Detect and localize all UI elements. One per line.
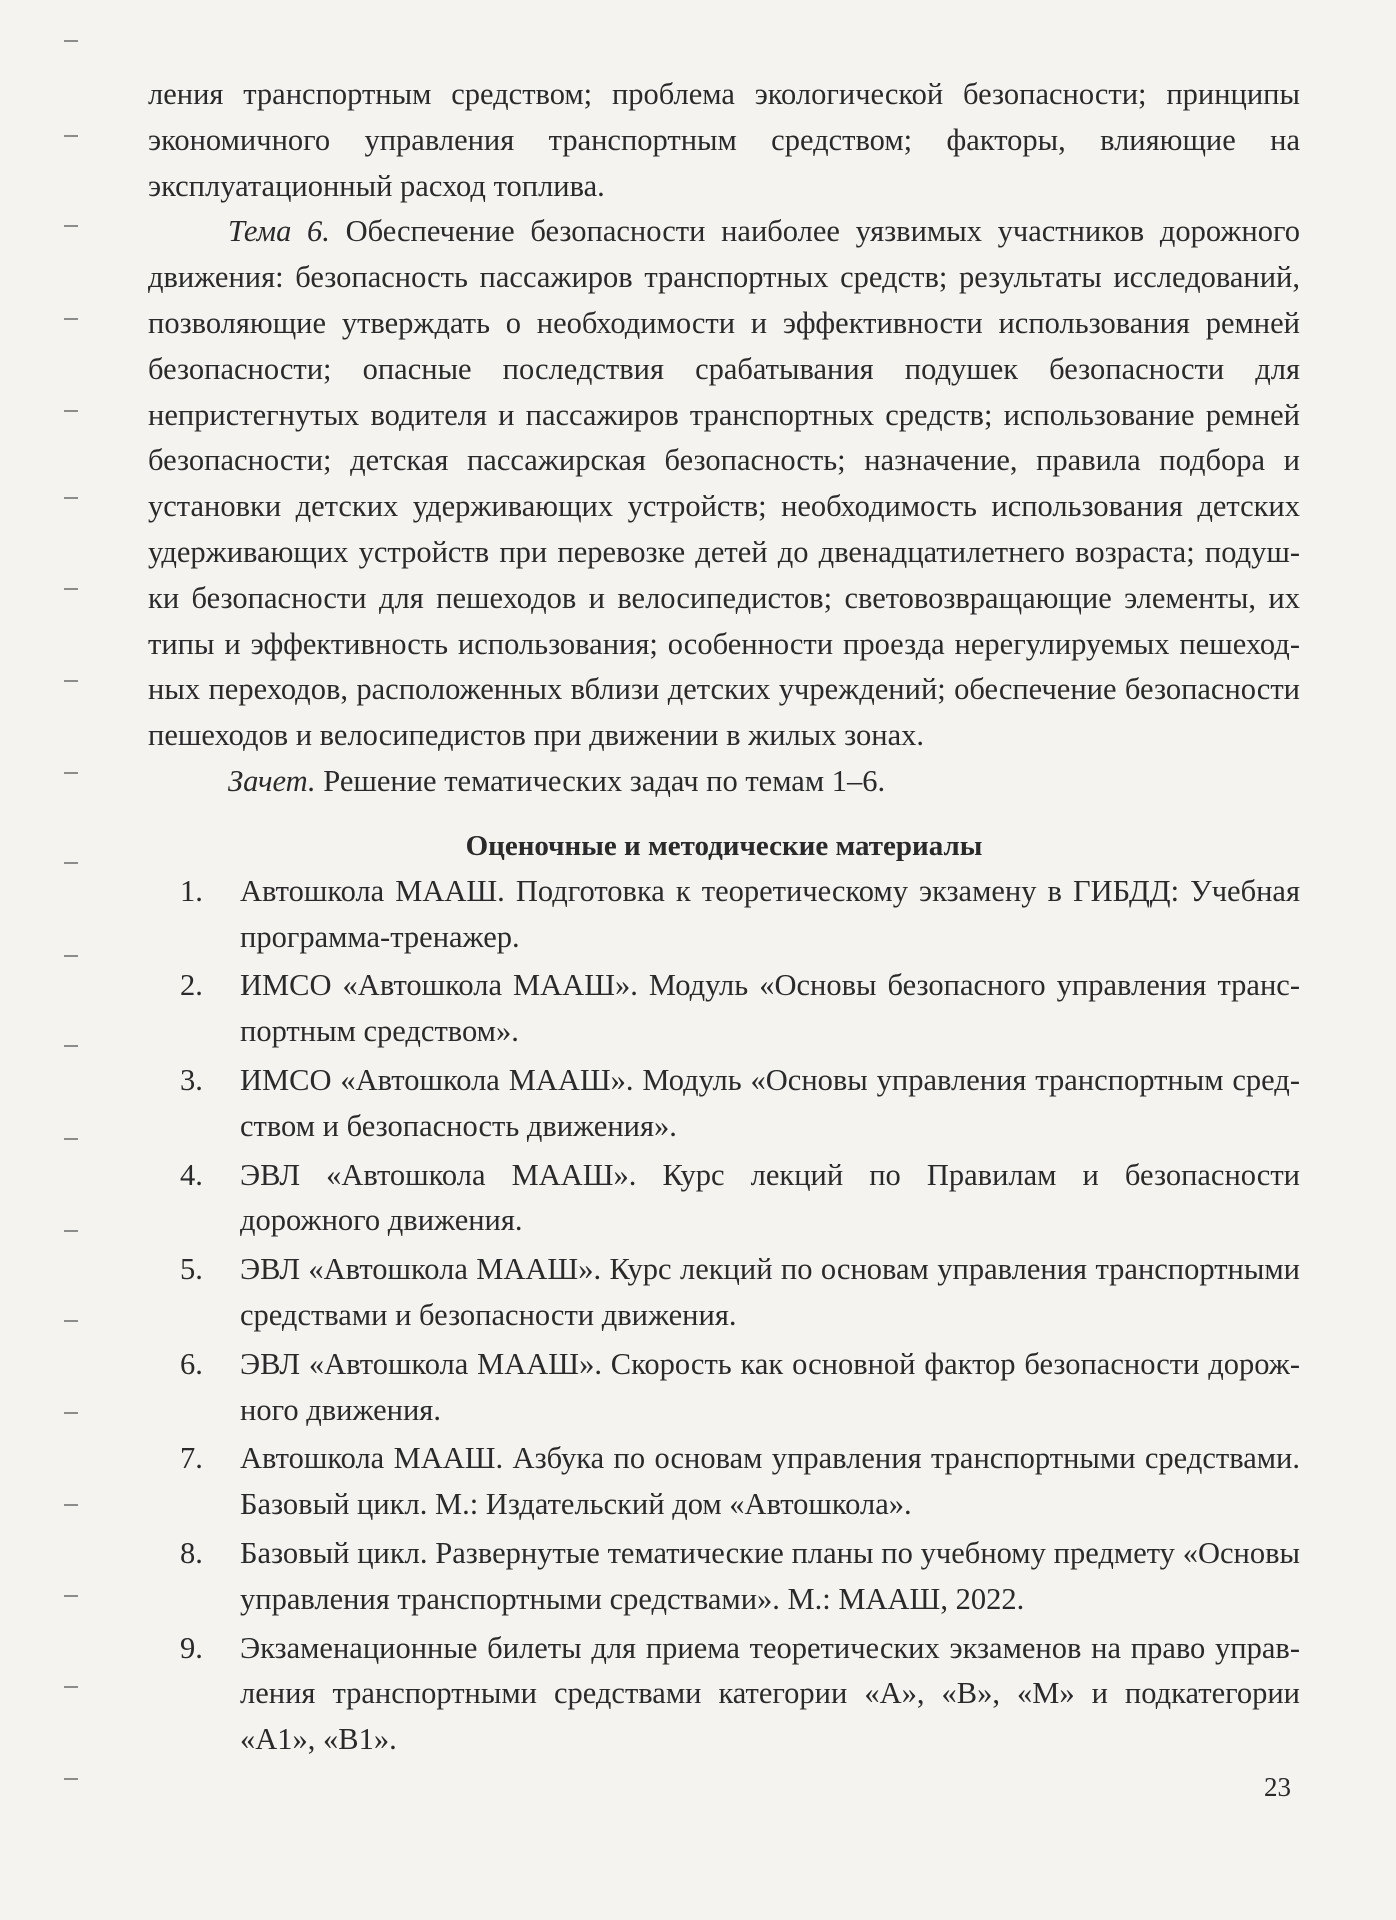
item-number: 1. (180, 873, 203, 908)
page-body (148, 72, 1300, 1766)
binding-margin-marks (64, 0, 84, 1920)
topic-6-label: Тема 6. (228, 214, 330, 249)
margin-mark (64, 772, 78, 774)
margin-mark (64, 680, 78, 682)
credit-text: Решение тематических задач по темам 1–6. (315, 763, 886, 798)
list-item (148, 963, 1300, 1055)
list-item (148, 1247, 1300, 1339)
item-text: Автошкола МААШ. Подготовка к теоретическому экзамену в ГИБДД: Учебная программа-тренажер. (240, 873, 1300, 954)
reference-list (148, 869, 1300, 1763)
margin-mark (64, 1045, 78, 1047)
margin-mark (64, 955, 78, 957)
margin-mark (64, 862, 78, 864)
list-item (148, 1531, 1300, 1623)
paragraph-credit (148, 759, 1300, 805)
credit-label: Зачет. (228, 763, 316, 798)
item-number: 7. (180, 1441, 203, 1476)
item-text: ЭВЛ «Автошкола МААШ». Скорость как основной фактор безопасности дорожного движения. (240, 1346, 1300, 1427)
margin-mark (64, 40, 78, 42)
margin-mark (64, 318, 78, 320)
item-text: Экзаменационные билеты для приема теоретических экзаменов на право управления транспортными средствами категории «А», «В», «М» и подкатегории «А1», «В1». (240, 1630, 1300, 1757)
margin-mark (64, 1230, 78, 1232)
item-number: 5. (180, 1252, 203, 1287)
item-text: ЭВЛ «Автошкола МААШ». Курс лекций по основам управления транспортными средствами и безопасности движения. (240, 1252, 1300, 1332)
item-number: 6. (180, 1346, 203, 1381)
margin-mark (64, 1412, 78, 1414)
item-number: 9. (180, 1630, 203, 1665)
item-number: 3. (180, 1062, 203, 1097)
margin-mark (64, 1504, 78, 1506)
item-text: ЭВЛ «Автошкола МААШ». Курс лекций по Правилам и безопасности дорожного движения. (240, 1157, 1300, 1238)
margin-mark (64, 1595, 78, 1597)
page-number: 23 (1264, 1772, 1291, 1802)
margin-mark (64, 1138, 78, 1140)
margin-mark (64, 225, 78, 227)
item-text: Автошкола МААШ. Азбука по основам управления транспортными средствами. Базовый цикл. М.: Издательский дом «Автошкола». (240, 1441, 1300, 1522)
list-item (148, 1058, 1300, 1150)
item-number: 2. (180, 968, 203, 1003)
section-heading: Оценочные и методические материалы (465, 829, 983, 862)
item-number: 4. (180, 1157, 203, 1192)
margin-mark (64, 1778, 78, 1780)
margin-mark (64, 588, 78, 590)
margin-mark (64, 497, 78, 499)
margin-mark (64, 1686, 78, 1688)
margin-mark (64, 410, 78, 412)
margin-mark (64, 135, 78, 137)
paragraph-continuation: ления транспортным средством; проблема экологической безопасности; принципы экономичного управления транспортным средством; факторы, влияющие на эксплуатационный расход топлива. (148, 77, 1300, 203)
paragraph-topic-6 (148, 209, 1300, 759)
item-text: ИМСО «Автошкола МААШ». Модуль «Основы безопасного управления транспортным средством». (240, 968, 1300, 1049)
item-text: Базовый цикл. Развернутые тематические планы по учебному предмету «Основы управления транспортными средствами». М.: МААШ, 2022. (240, 1535, 1300, 1616)
margin-mark (64, 1320, 78, 1322)
topic-6-text: Обеспечение безопасности наиболее уязвимых участников дорожного движения: безопасность пассажиров транспортных средств; результаты исследований, позволяющие утверждать о необходимости и эффективности использования ремней безопасности; опасные последствия срабатывания подушек безопасности для непристегнутых водителя и пассажиров транспортных средств; использование ремней безопасности; детская пассажирская безопасность; назначение, правила подбора и установки детских удерживающих устройств; необходимость использования детских удерживающих устройств при перевозке детей до двенадцатилетнего возраста; подушки безопасности для пешеходов и велосипедистов; световозвращающие элементы, их типы и эффективность использования; особенности проезда нерегулируемых пешеходных переходов, расположенных вблизи детских учреждений; обеспечение безопасности пешеходов и велосипедистов при движении в жилых зонах. (148, 214, 1300, 753)
item-number: 8. (180, 1535, 203, 1570)
list-item (148, 1626, 1300, 1763)
item-text: ИМСО «Автошкола МААШ». Модуль «Основы управления транспортным средством и безопасность движения». (240, 1062, 1300, 1143)
list-item (148, 869, 1300, 961)
list-item (148, 1153, 1300, 1245)
list-item (148, 1342, 1300, 1434)
list-item (148, 1436, 1300, 1528)
